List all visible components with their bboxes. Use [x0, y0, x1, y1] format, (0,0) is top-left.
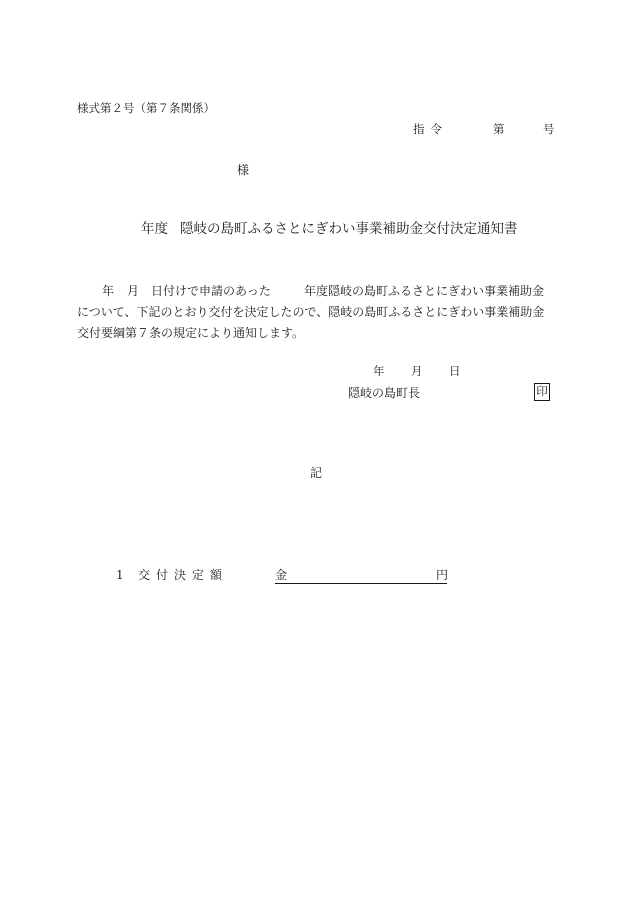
ki-heading: 記: [310, 466, 323, 480]
title-main-text: 隠岐の島町ふるさとにぎわい事業補助金交付決定通知書: [180, 221, 518, 237]
item-number: 1: [116, 568, 124, 582]
title-year-label: 年度: [141, 221, 168, 237]
date-month-label: 月: [411, 364, 423, 378]
addressee-honorific: 様: [237, 163, 250, 177]
amount-prefix: 金: [275, 568, 288, 582]
amount-suffix: 円: [436, 568, 449, 582]
form-number-label: 様式第２号（第７条関係）: [77, 101, 215, 115]
seal-stamp-box: 印: [534, 383, 550, 401]
issuer-title: 隠岐の島町長: [348, 386, 421, 400]
body-year-label: 年: [102, 284, 115, 298]
date-year-label: 年: [373, 364, 385, 378]
directive-shirei-label: 指令: [413, 122, 448, 136]
date-day-label: 日: [449, 364, 461, 378]
directive-dai-label: 第: [493, 122, 505, 136]
body-month-label: 月: [127, 284, 140, 298]
amount-underline-field: [275, 569, 447, 584]
directive-go-label: 号: [543, 122, 555, 136]
body-fiscal-year-text: 年度隠岐の島町ふるさとにぎわい事業補助金: [304, 284, 545, 298]
body-paragraph-line-3: 交付要綱第７条の規定により通知します。: [77, 326, 305, 340]
item-label: 交付決定額: [138, 568, 229, 582]
body-paragraph-line-2: について、下記のとおり交付を決定したので、隠岐の島町ふるさとにぎわい事業補助金: [77, 305, 545, 319]
document-title: [141, 223, 518, 237]
body-application-text: 日付けで申請のあった: [151, 284, 271, 298]
